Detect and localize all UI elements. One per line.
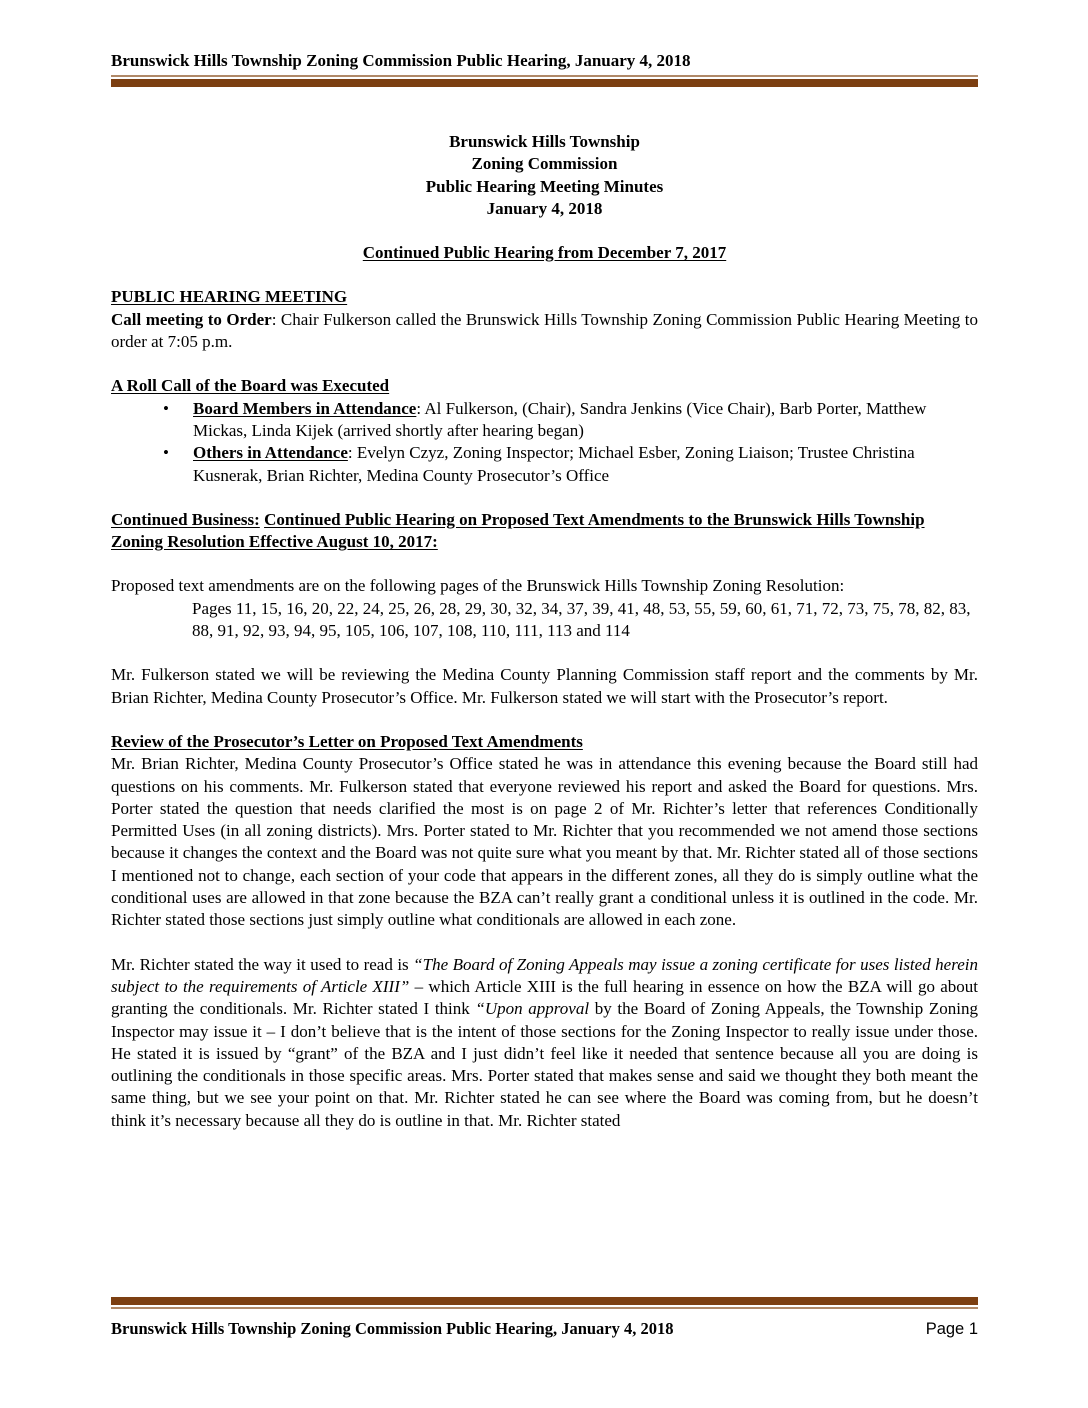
text-run: Continued Business: xyxy=(111,509,260,529)
list-item-text xyxy=(193,443,915,484)
text-run: Proposed text amendments are on the following pages of the Brunswick Hills Township Zoning Resolution: xyxy=(111,576,845,596)
text-run: – which Article XIII is the full hearing in essence on how the BZA will go about granting the conditionals. Mr. Richter stated I think xyxy=(111,976,979,1019)
section-heading-prosecutor-letter xyxy=(111,731,978,753)
text-run: January 4, 2018 xyxy=(486,198,603,218)
text-run: Mr. Brian Richter, Medina County Prosecutor’s Office stated he was in attendance this evening because the Board still had questions on his comments. Mr. Fulkerson stated that everyone reviewed his report and asked the Board for questions. Mrs. Porter stated the question that needs clarified the most is on page 2 of Mr. Richter’s letter that references Conditionally Permitted Uses (in all zoning districts). Mrs. Porter stated to Mr. Richter that you recommended we not amend those sections because it changes the context and the Board was not quite sure what you meant by that. Mr. Richter stated all of those sections I mentioned not to change, each section of your code that appears in the different zones, all they do is simply outline what the conditional uses are allowed in that zone because the BZA can’t really grant a conditional unless it is outlined in the code. Mr. Richter stated those sections just simply outline what conditionals are allowed in each zone. xyxy=(111,754,978,930)
call-to-order-paragraph xyxy=(111,309,978,354)
footer-title: Brunswick Hills Township Zoning Commission Public Hearing, January 4, 2018 xyxy=(111,1319,674,1338)
text-run: Mr. Fulkerson stated we will be reviewing the Medina County Planning Commission staff report and the comments by Mr. Brian Richter, Medina County Prosecutor’s Office. Mr. Fulkerson stated we will start with the Prosecutor’s report. xyxy=(111,665,978,707)
footer-rule-thick-bar xyxy=(111,1297,978,1305)
blank-line xyxy=(111,553,978,575)
continued-hearing-subtitle xyxy=(111,242,978,264)
footer-row xyxy=(111,1318,978,1340)
section-heading-public-hearing-meeting xyxy=(111,286,978,308)
text-run: Others in Attendance xyxy=(193,443,348,463)
text-run: Mr. Richter stated the way it used to read is xyxy=(111,954,414,974)
list-item-text xyxy=(193,399,926,440)
header-rule-thick-bar xyxy=(111,79,978,87)
richter-discussion-paragraph xyxy=(111,753,978,931)
fulkerson-review-paragraph xyxy=(111,664,978,709)
text-run: : Evelyn Czyz, Zoning Inspector; Michael Esber, Zoning Liaison; Trustee Christina Kusnerak, Brian Richter, Medina County Prosecutor’s Office xyxy=(193,443,915,485)
section-heading-continued-business xyxy=(111,509,978,554)
others-in-attendance-item xyxy=(111,442,978,487)
footer-page-number: Page 1 xyxy=(925,1320,978,1338)
text-run: : Chair Fulkerson called the Brunswick Hills Township Zoning Commission Public Hearing Meeting to order at 7:05 p.m. xyxy=(111,309,979,352)
section-heading-roll-call xyxy=(111,375,978,397)
doc-title-line-1 xyxy=(111,131,978,153)
document-body xyxy=(111,87,978,1132)
blank-line xyxy=(111,487,978,509)
doc-title-line-3 xyxy=(111,176,978,198)
blank-line xyxy=(111,109,978,131)
blank-line xyxy=(111,642,978,664)
text-run: A Roll Call of the Board was Executed xyxy=(111,376,390,396)
text-run: : Al Fulkerson, (Chair), Sandra Jenkins (Vice Chair), Barb Porter, Matthew Mickas, Linda Kijek (arrived shortly after hearing began) xyxy=(193,398,927,440)
text-run: Continued Public Hearing from December 7, 2017 xyxy=(362,243,727,263)
text-run: Brunswick Hills Township xyxy=(449,132,640,151)
text-run: Zoning Commission xyxy=(471,154,618,174)
footer-rule xyxy=(111,1297,978,1309)
bullet-icon: • xyxy=(163,443,169,463)
attendance-list xyxy=(111,398,978,487)
text-run: Call meeting to Order xyxy=(111,309,272,329)
blank-line xyxy=(111,87,978,109)
text-run: by the Board of Zoning Appeals, the Township Zoning Inspector may issue it – I don’t believe that is the intent of those sections for the Zoning Inspector to really issue under those. He stated it is issued by “grant” of the BZA and I just didn’t feel like it needed that sentence because all you are doing is outlining the conditionals in those specific areas. Mrs. Porter stated that makes sense and said we thought they both meant the same thing, but we see your point on that. Mr. Richter stated he can see where the Board was coming from, but he doesn’t think it’s necessary because all they do is outline in that. Mr. Richter stated xyxy=(111,999,978,1130)
footer-rule-thin-line xyxy=(111,1307,978,1309)
blank-line xyxy=(111,353,978,375)
doc-title-line-4 xyxy=(111,198,978,220)
text-run: “The Board of Zoning Appeals may issue a zoning certificate for uses listed herein subject to the requirements of Article XIII” xyxy=(111,954,978,996)
page-footer xyxy=(111,1297,978,1340)
proposed-amendments-paragraph xyxy=(111,575,978,597)
text-run: Continued Public Hearing on Proposed Text Amendments to the Brunswick Hills Township Zoning Resolution Effective August 10, 2017: xyxy=(111,509,925,552)
text-run: Pages 11, 15, 16, 20, 22, 24, 25, 26, 28, 29, 30, 32, 34, 37, 39, 41, 48, 53, 55, 59, 60, 61, 71, 72, 73, 75, 78, 82, 83, 88, 91, 92, 93, 94, 95, 105, 106, 107, 108, 110, 111, 113 and 114 xyxy=(192,598,971,641)
doc-title-line-2 xyxy=(111,153,978,175)
richter-quote-paragraph xyxy=(111,954,978,1132)
blank-line xyxy=(111,709,978,731)
pages-list-line xyxy=(111,598,978,643)
board-members-item xyxy=(111,398,978,443)
blank-line xyxy=(111,220,978,242)
header-rule xyxy=(111,75,978,87)
blank-line xyxy=(111,264,978,286)
header-rule-thin-line xyxy=(111,75,978,77)
text-run: Review of the Prosecutor’s Letter on Proposed Text Amendments xyxy=(111,731,583,751)
text-run: PUBLIC HEARING MEETING xyxy=(111,287,348,307)
blank-line xyxy=(111,932,978,954)
text-run: Public Hearing Meeting Minutes xyxy=(425,176,664,196)
bullet-icon: • xyxy=(163,398,169,418)
text-run: “Upon approval xyxy=(475,999,590,1019)
running-header-title: Brunswick Hills Township Zoning Commission Public Hearing, January 4, 2018 xyxy=(111,51,691,70)
text-run: Board Members in Attendance xyxy=(193,398,417,418)
